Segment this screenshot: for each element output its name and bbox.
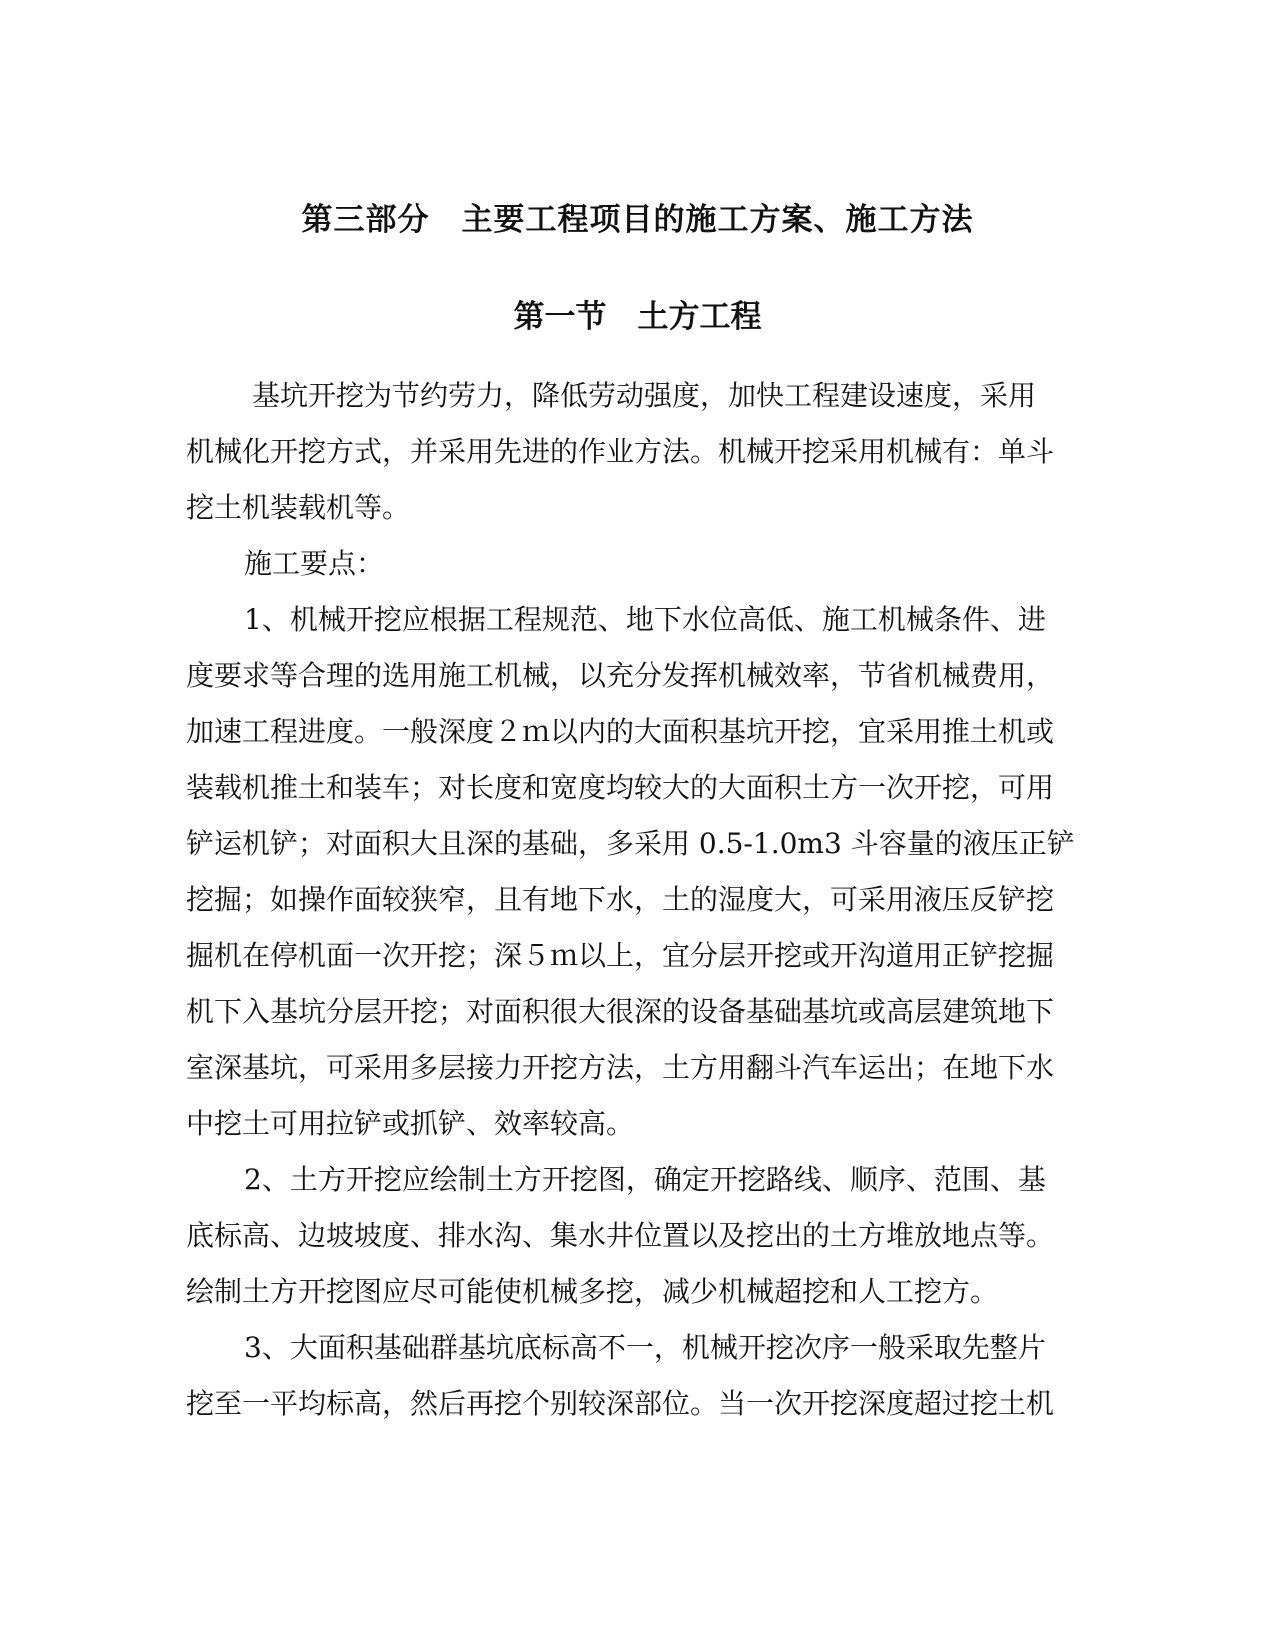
- part-title: 第三部分 主要工程项目的施工方案、施工方法: [301, 202, 974, 238]
- paragraph-line: 底标高、边坡坡度、排水沟、集水井位置以及挖出的土方堆放地点等。: [186, 1219, 1055, 1252]
- paragraph-line: 绘制土方开挖图应尽可能使机械多挖，减少机械超挖和人工挖方。: [186, 1275, 999, 1308]
- paragraph-line: 铲运机铲；对面积大且深的基础，多采用 0.5-1.0m3 斗容量的液压正铲: [186, 827, 1075, 860]
- paragraph-line: 2、土方开挖应绘制土方开挖图，确定开挖路线、顺序、范围、基: [244, 1163, 1046, 1196]
- paragraph-line: 加速工程进度。一般深度２ｍ以内的大面积基坑开挖，宜采用推土机或: [186, 715, 1055, 748]
- paragraph-line: 机下入基坑分层开挖；对面积很大很深的设备基础基坑或高层建筑地下: [186, 995, 1055, 1028]
- paragraph-line: 施工要点：: [244, 547, 385, 580]
- paragraph-line: 机械化开挖方式，并采用先进的作业方法。机械开挖采用机械有：单斗: [186, 435, 1055, 468]
- paragraph-line: 挖掘；如操作面较狭窄，且有地下水，土的湿度大，可采用液压反铲挖: [186, 883, 1055, 916]
- paragraph-line: 中挖土可用拉铲或抓铲、效率较高。: [186, 1107, 635, 1140]
- paragraph-line: 装载机推土和装车；对长度和宽度均较大的大面积土方一次开挖，可用: [186, 771, 1055, 804]
- paragraph-line: 3、大面积基础群基坑底标高不一，机械开挖次序一般采取先整片: [244, 1331, 1046, 1364]
- paragraph-line: 室深基坑，可采用多层接力开挖方法，土方用翻斗汽车运出；在地下水: [186, 1051, 1055, 1084]
- paragraph-line: 挖至一平均标高，然后再挖个别较深部位。当一次开挖深度超过挖土机: [186, 1387, 1055, 1420]
- section-title: 第一节 土方工程: [513, 299, 762, 335]
- paragraph-line: 挖土机装载机等。: [186, 491, 411, 524]
- body-text: [186, 368, 1086, 1432]
- paragraph-line: 掘机在停机面一次开挖；深５ｍ以上，宜分层开挖或开沟道用正铲挖掘: [186, 939, 1055, 972]
- paragraph-line: 1、机械开挖应根据工程规范、地下水位高低、施工机械条件、进: [244, 603, 1046, 636]
- paragraph-line: 度要求等合理的选用施工机械，以充分发挥机械效率，节省机械费用，: [186, 659, 1055, 692]
- paragraph-line: 基坑开挖为节约劳力，降低劳动强度，加快工程建设速度，采用: [252, 379, 1037, 412]
